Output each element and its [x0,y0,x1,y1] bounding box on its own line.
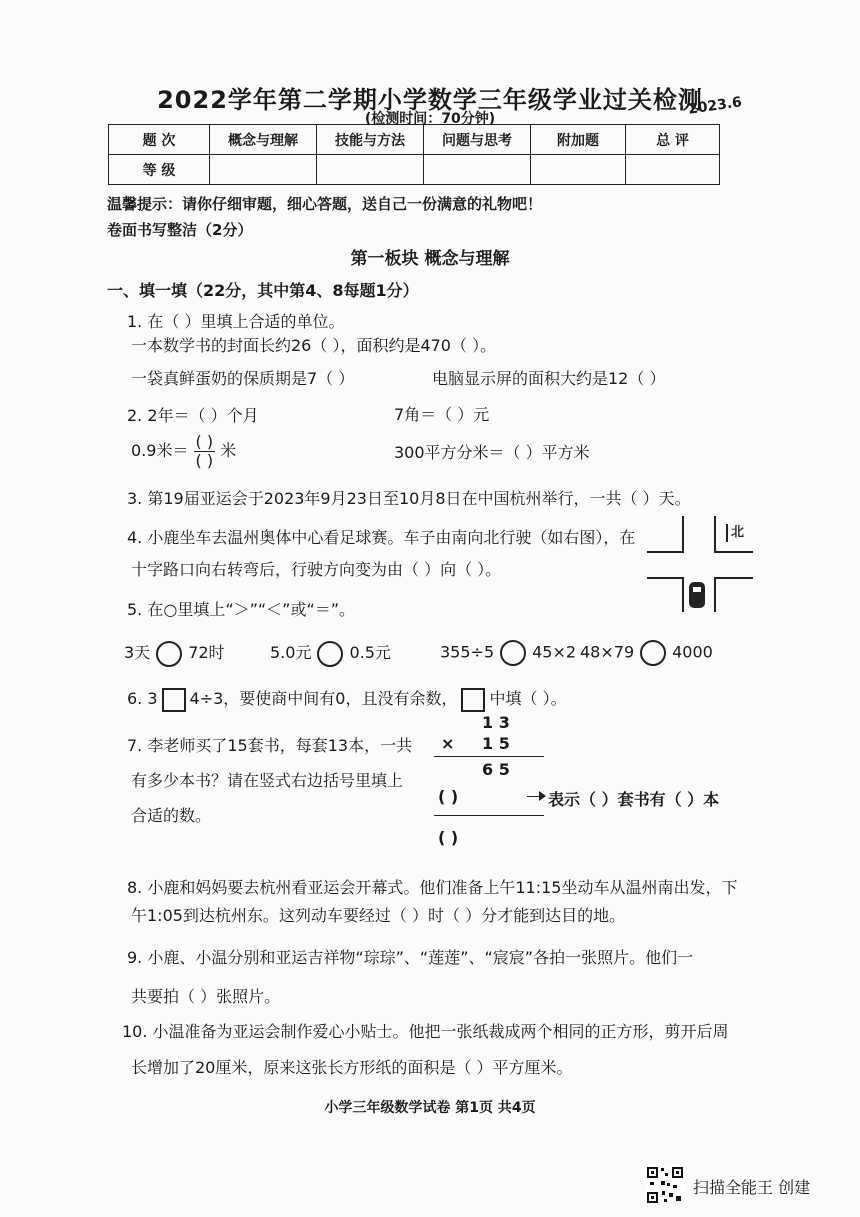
north-label: 北 [731,524,745,539]
q2-line-c [131,433,236,470]
score-cell: 总 评 [626,125,720,155]
fraction-denominator: ( ) [195,451,214,470]
q7-partial2-blank[interactable]: ( ) [438,787,459,806]
q8-line-b: 午1:05到达杭州东。这列动车要经过（ ）时（ ）分才能到达目的地。 [131,906,626,925]
answer-circle[interactable] [317,641,343,667]
q5-right: 72时 [188,643,225,662]
score-cell: 概念与理解 [210,125,317,155]
q7-result-blank[interactable]: ( ) [438,828,459,847]
exam-date: 2023.6 [687,94,743,118]
qr-code-icon [645,1165,685,1205]
q6-part-c: 中填（ ）。 [489,689,567,708]
q1-stem: 1. 在（ ）里填上合适的单位。 [127,312,345,331]
q2-c-suffix: 米 [220,441,237,460]
q7-multiplicand: 1 3 [482,713,510,732]
q4-line-b: 十字路口向右转弯后，行驶方向变为由（ ）向（ ）。 [131,560,502,579]
exam-title: 2022学年第二学期小学数学三年级学业过关检测 [157,86,703,114]
score-input-cell[interactable] [317,155,424,185]
q2-line-d: 300平方分米＝（ ）平方米 [394,443,590,462]
q5-left: 48×79 [580,642,635,662]
q7-line-a: 7. 李老师买了15套书，每套13本，一共 [127,736,413,755]
q7-line2 [434,815,544,816]
answer-square[interactable] [162,688,186,712]
q5-right: 0.5元 [349,643,391,662]
score-table-header-row [109,125,720,155]
neatness-text: 卷面书写整洁（2分） [107,221,253,239]
scanner-watermark: 扫描全能王 创建 [693,1178,811,1197]
page-footer: 小学三年级数学试卷 第1页 共4页 [324,1100,536,1116]
q5-item [580,640,713,666]
q6-part-a: 6. 3 [127,689,158,708]
answer-circle[interactable] [640,640,666,666]
q2-c-prefix: 0.9米＝ [131,441,189,460]
q5-left: 3天 [124,643,151,662]
answer-circle[interactable] [156,641,182,667]
score-input-cell[interactable] [210,155,317,185]
exam-duration: (检测时间：70分钟) [364,111,496,127]
score-cell: 附加题 [531,125,626,155]
q4-line-a: 4. 小鹿坐车去温州奥体中心看足球赛。车子由南向北行驶（如右图），在 [127,528,636,547]
score-cell: 技能与方法 [317,125,424,155]
q5-stem: 5. 在○里填上“＞”“＜”或“＝”。 [127,600,356,619]
q1-line-c: 电脑显示屏的面积大约是12（ ） [432,369,666,388]
score-table-grade-row [109,155,720,185]
section-title: 第一板块 概念与理解 [350,249,510,269]
crossroad-diagram [645,514,755,614]
q5-right: 4000 [672,642,713,662]
q9-line-b: 共要拍（ ）张照片。 [131,987,281,1006]
q7-line1 [434,756,544,757]
score-input-cell[interactable] [531,155,626,185]
q5-item [270,640,391,667]
fraction-numerator: ( ) [195,432,214,451]
q2-line-a: 2. 2年＝（ ）个月 [127,406,259,425]
score-cell: 题 次 [109,125,210,155]
q3-text: 3. 第19届亚运会于2023年9月23日至10月8日在中国杭州举行，一共（ ）天。 [127,489,691,508]
q7-explain: 表示（ ）套书有（ ）本 [548,790,720,809]
q8-line-a: 8. 小鹿和妈妈要去杭州看亚运会开幕式。他们准备上午11:15坐动车从温州南出发，下 [127,878,738,897]
q2-line-b: 7角＝（ ）元 [394,405,490,424]
answer-circle[interactable] [500,640,526,666]
q5-left: 5.0元 [270,643,312,662]
arrow-head-icon [539,791,546,801]
q6-text [127,686,567,712]
q5-left: 355÷5 [440,642,495,662]
fraction [194,433,216,470]
q5-right: 45×2 [532,642,577,662]
score-cell: 问题与思考 [424,125,531,155]
q5-item [124,640,225,667]
answer-square[interactable] [461,688,485,712]
car-icon [689,582,705,608]
q5-item [440,640,576,666]
score-cell: 等 级 [109,155,210,185]
q1-line-b: 一袋真鲜蛋奶的保质期是7（ ） [131,369,355,388]
q7-times: × [441,734,455,753]
q10-line-a: 10. 小温准备为亚运会制作爱心小贴士。他把一张纸裁成两个相同的正方形，剪开后周 [122,1022,729,1041]
q7-multiplier: 1 5 [482,734,510,753]
score-table [108,124,720,185]
q9-line-a: 9. 小鹿、小温分别和亚运吉祥物“琮琮”、“莲莲”、“宸宸”各拍一张照片。他们一 [127,948,694,967]
q7-line-c: 合适的数。 [131,806,212,825]
q6-part-b: 4÷3，要使商中间有0，且没有余数， [189,689,458,708]
q1-line-a: 一本数学书的封面长约26（ ），面积约是470（ ）。 [131,336,497,355]
q10-line-b: 长增加了20厘米，原来这张长方形纸的面积是（ ）平方厘米。 [131,1058,573,1077]
q7-partial1: 6 5 [482,760,510,779]
tip-text: 温馨提示：请你仔细审题，细心答题，送自己一份满意的礼物吧！ [107,195,543,213]
q7-line-b: 有多少本书？请在竖式右边括号里填上 [131,771,404,790]
score-input-cell[interactable] [626,155,720,185]
score-input-cell[interactable] [424,155,531,185]
part-title: 一、填一填（22分，其中第4、8每题1分） [107,281,419,300]
